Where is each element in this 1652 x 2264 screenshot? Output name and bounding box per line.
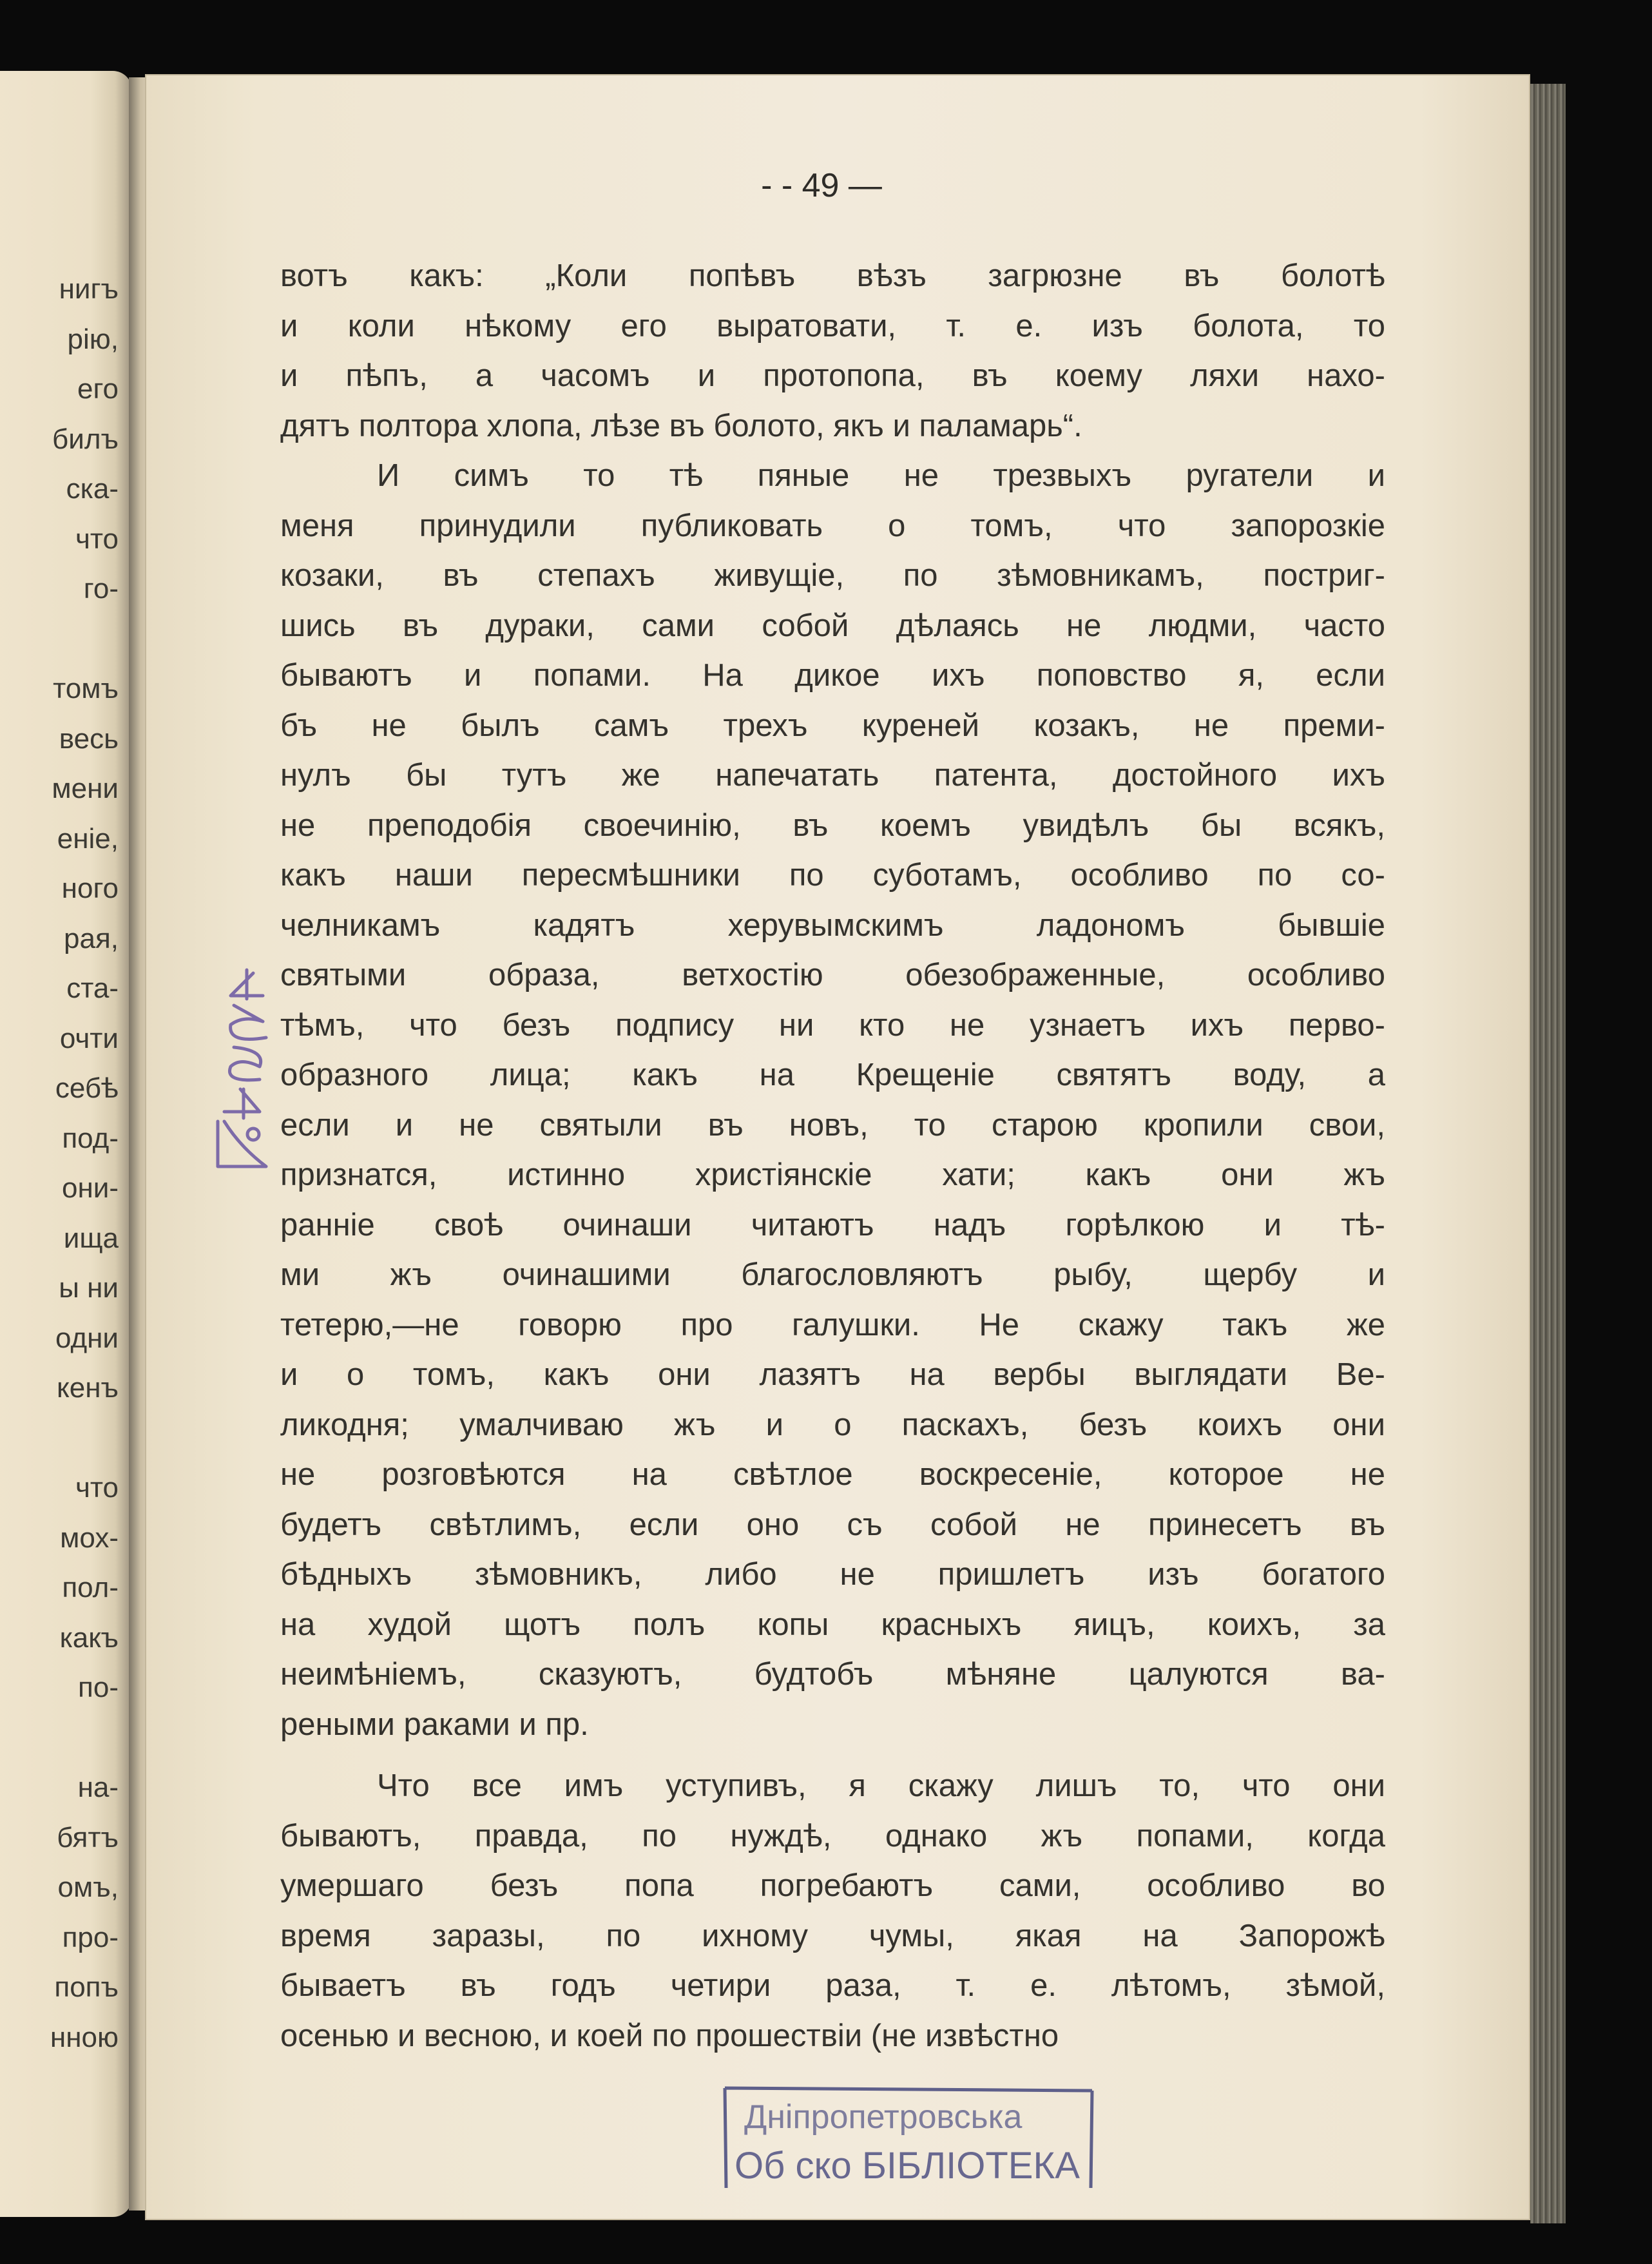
left-page-line: одни — [55, 1322, 119, 1354]
left-page-line: что — [75, 1472, 119, 1504]
left-page-line — [0, 1713, 122, 1763]
text-line: бываетъ въ годъ четири раза, т. е. лѣтомъ, зѣмой, — [280, 1968, 1385, 2003]
text-line: ранніе своѣ очинаши читаютъ надъ горѣлкою и тѣ- — [280, 1207, 1385, 1243]
text-line: святыми образа, ветхостію обезображенные, особливо — [280, 958, 1385, 992]
text-line: признатся, истинно христіянскіе хати; какъ они жъ — [280, 1157, 1385, 1192]
left-page-line: рая, — [64, 922, 119, 954]
left-page-line: ска- — [66, 473, 119, 505]
left-page-line: про- — [62, 1921, 119, 1953]
text-line: шись въ дураки, сами собой дѣлаясь не людми, часто — [280, 608, 1385, 643]
left-page-line: мени — [52, 773, 119, 804]
stamp-line-2: Об ско БІБЛІОТЕКА — [735, 2145, 1080, 2187]
text-line: челникамъ кадятъ херувымскимъ ладономъ бывшіе — [280, 907, 1385, 943]
text-line: время заразы, по ихному чумы, якая на Запорожѣ — [280, 1918, 1385, 1953]
page-number: - - 49 — — [761, 167, 882, 204]
left-page-line: по- — [78, 1672, 119, 1703]
left-page-line: нигъ — [59, 273, 119, 305]
page-edges — [1530, 84, 1566, 2223]
left-page-line: томъ — [53, 673, 119, 704]
left-page-line: попъ — [54, 1971, 119, 2003]
left-page-line: какъ — [59, 1621, 119, 1654]
library-stamp — [718, 2082, 1099, 2194]
left-page-line: пол- — [62, 1572, 119, 1603]
text-line: и коли нѣкому его выратовати, т. е. изъ болота, то — [280, 308, 1385, 343]
text-line: неимѣніемъ, сказуютъ, будтобъ мѣняне цалуются ва- — [280, 1657, 1385, 1692]
text-line: тетерю,—не говорю про галушки. Не скажу такъ же — [280, 1307, 1385, 1342]
left-page-line: билъ — [52, 423, 119, 455]
text-line: и о томъ, какъ они лазятъ на вербы выглядати Ве- — [280, 1357, 1385, 1392]
text-line: ми жъ очинашими благословляютъ рыбу, щербу и — [280, 1257, 1385, 1292]
left-page-line: под- — [62, 1122, 119, 1154]
left-page-line: мох- — [60, 1522, 119, 1554]
stamp-line-1: Дніпропетровська — [744, 2098, 1023, 2136]
left-page-line: ного — [61, 873, 119, 904]
left-page-line: себѣ — [55, 1072, 119, 1104]
left-page-line: на- — [77, 1772, 119, 1803]
text-line: нулъ бы тутъ же напечатать патента, достойного ихъ — [280, 758, 1385, 793]
left-page-line: рію, — [67, 323, 119, 355]
text-line: козаки, въ степахъ живущіе, по зѣмовникамъ, постриг- — [280, 558, 1385, 593]
text-line: бываютъ, правда, по нуждѣ, однако жъ попами, когда — [280, 1818, 1385, 1853]
left-page-line: они- — [62, 1172, 119, 1204]
left-page-line: омъ, — [57, 1872, 119, 1903]
text-line: ликодня; умалчиваю жъ и о паскахъ, безъ коихъ они — [280, 1407, 1385, 1442]
text-line: и пѣпъ, а часомъ и протопопа, въ коему ляхи нахо- — [280, 358, 1385, 393]
text-line: бъ не былъ самъ трехъ куреней козакъ, не преми- — [280, 708, 1385, 743]
left-page-line: бятъ — [57, 1821, 119, 1853]
text-line: если и не святыли въ новъ, то старою кропили свои, — [280, 1107, 1385, 1143]
text-line: осенью и весною, и коей по прошествіи (не извѣстно — [280, 2018, 1059, 2053]
text-line: Что все имъ уступивъ, я скажу лишъ то, что они — [377, 1768, 1385, 1803]
left-facing-page — [0, 71, 132, 2217]
text-line: на худой щотъ полъ копы красныхъ яицъ, коихъ, за — [280, 1607, 1385, 1642]
inventory-number-mark — [205, 960, 276, 1173]
left-page-line: ища — [63, 1222, 119, 1254]
text-line: И симъ то тѣ пяные не трезвыхъ ругатели и — [377, 458, 1385, 493]
left-page-line: что — [75, 523, 119, 555]
text-line: дятъ полтора хлопа, лѣзе въ болото, якъ и паламарь“. — [280, 408, 1082, 443]
left-page-line — [0, 1413, 122, 1464]
left-page-line: ста- — [66, 972, 119, 1004]
left-page-line: кенъ — [56, 1372, 119, 1404]
text-line: тѣмъ, что безъ подпису ни кто не узнаетъ ихъ перво- — [280, 1007, 1385, 1043]
text-line: бѣдныхъ зѣмовникъ, либо не пришлетъ изъ богатого — [280, 1557, 1385, 1592]
body-text — [280, 251, 1385, 2061]
text-line: будетъ свѣтлимъ, если оно съ собой не принесетъ въ — [280, 1507, 1385, 1542]
text-line: реными раками и пр. — [280, 1707, 589, 1742]
left-page-line: нною — [50, 2021, 119, 2053]
left-page-line: еніе, — [57, 822, 119, 855]
left-page-line: весь — [59, 722, 119, 755]
left-page-line: ы ни — [59, 1272, 119, 1304]
text-line: не розговѣются на свѣтлое воскресеніе, которое не — [280, 1457, 1385, 1492]
text-line: умершаго безъ попа погребаютъ сами, особливо во — [280, 1868, 1385, 1903]
text-line: бываютъ и попами. На дикое ихъ поповство я, если — [280, 658, 1385, 693]
left-page-text — [0, 264, 122, 2062]
left-page-line: го- — [83, 573, 119, 605]
text-line: какъ наши пересмѣшники по суботамъ, особливо по со- — [280, 858, 1385, 893]
text-line: образного лица; какъ на Крещеніе святятъ воду, а — [280, 1058, 1385, 1092]
left-page-line — [0, 614, 122, 664]
left-page-line: его — [77, 373, 119, 405]
text-line: меня принудили публиковать о томъ, что запорозкіе — [280, 508, 1385, 543]
text-line: не преподобія своечинію, въ коемъ увидѣлъ бы всякъ, — [280, 808, 1385, 843]
left-page-line: очти — [59, 1022, 119, 1054]
text-line: вотъ какъ: „Коли попѣвъ вѣзъ загрюзне въ болотѣ — [280, 258, 1385, 293]
inventory-number-text: №4234 — [205, 960, 207, 961]
